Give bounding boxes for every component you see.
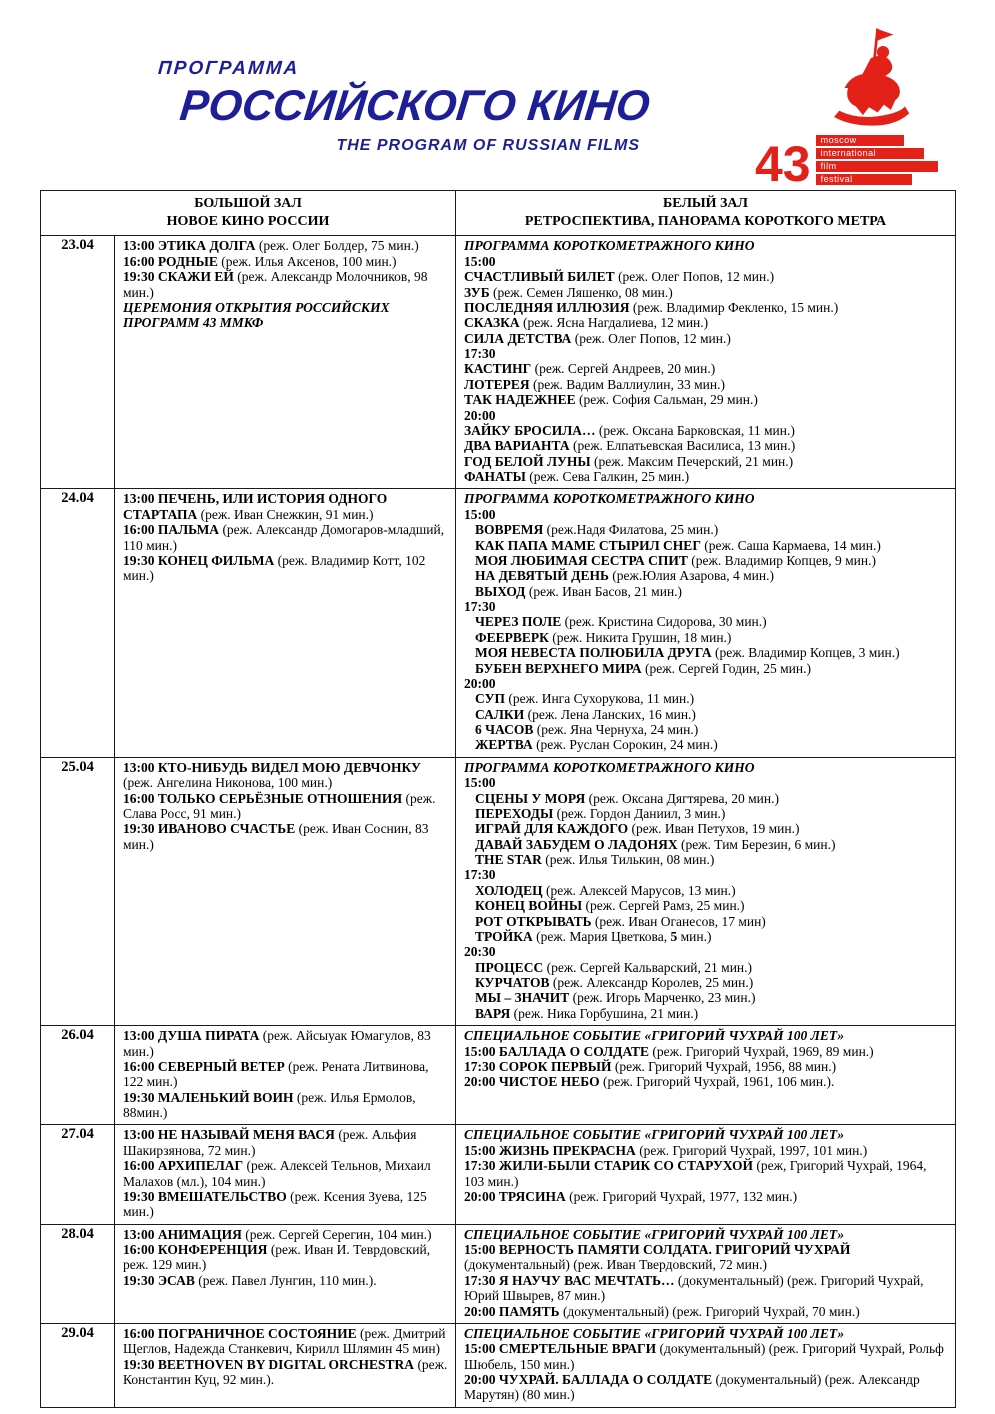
white-hall-entry	[464, 1304, 950, 1319]
white-hall-cell	[456, 1224, 956, 1323]
white-hall-entry	[464, 1372, 950, 1403]
big-hall-entry	[123, 821, 450, 852]
white-hall-entry	[464, 491, 950, 506]
entry-details: (реж. Сергей Годин, 25 мин.)	[641, 660, 811, 676]
entry-title: 16:00 СЕВЕРНЫЙ ВЕТЕР	[123, 1058, 285, 1074]
white-hall-entry	[464, 645, 950, 660]
entry-title: 17:30	[464, 599, 496, 614]
entry-details: (реж. Игорь Марченко, 23 мин.)	[569, 990, 756, 1006]
right-hall-header	[456, 191, 956, 236]
entry-section-title: СПЕЦИАЛЬНОЕ СОБЫТИЕ «ГРИГОРИЙ ЧУХРАЙ 100 ЛЕТ»	[464, 1028, 845, 1044]
white-hall-entry	[464, 408, 950, 423]
big-hall-entry	[123, 1242, 450, 1273]
white-hall-entry	[464, 454, 950, 469]
white-hall-entry	[464, 661, 950, 676]
white-hall-entry	[464, 254, 950, 269]
white-hall-entry	[464, 1028, 950, 1043]
entry-details: (реж. Владимир Фекленко, 15 мин.)	[629, 299, 839, 315]
entry-details: (реж. Гордон Даниил, 3 мин.)	[553, 805, 726, 821]
entry-title: ПОСЛЕДНЯЯ ИЛЛЮЗИЯ	[464, 299, 630, 315]
festival-wordmark-bar	[816, 135, 904, 146]
white-hall-entry	[464, 806, 950, 821]
big-hall-cell	[115, 757, 456, 1025]
entry-title: 15:00 СМЕРТЕЛЬНЫЕ ВРАГИ	[464, 1341, 657, 1357]
white-hall-entry	[464, 852, 950, 867]
entry-title: РОТ ОТКРЫВАТЬ	[475, 913, 592, 929]
entry-details: (реж. Иван И. Теврдовский, реж. 129 мин.)	[123, 1242, 431, 1273]
white-hall-entry	[464, 599, 950, 614]
white-hall-entry	[464, 676, 950, 691]
entry-details: (реж. Сергей Кальварский, 21 мин.)	[543, 959, 753, 975]
entry-title: 20:30	[464, 944, 496, 960]
white-hall-entry	[464, 990, 950, 1005]
white-hall-entry	[464, 238, 950, 253]
entry-title: МОЯ ЛЮБИМАЯ СЕСТРА СПИТ	[475, 552, 688, 568]
entry-section-title: ПРОГРАММА КОРОТКОМЕТРАЖНОГО КИНО	[464, 759, 755, 775]
entry-details: (реж. Григорий Чухрай, 1956, 88 мин.)	[611, 1058, 837, 1074]
entry-title: 6 ЧАСОВ	[475, 722, 534, 737]
entry-details: (реж. Ясна Нагдалиева, 12 мин.)	[519, 315, 709, 331]
entry-title: КАСТИНГ	[464, 361, 532, 377]
big-hall-entry	[123, 1090, 450, 1121]
entry-details: (реж. Сергей Серегин, 104 мин.)	[241, 1226, 432, 1242]
entry-details: (реж. Никита Грушин, 18 мин.)	[548, 629, 732, 645]
entry-details: (реж. Руслан Сорокин, 24 мин.)	[532, 737, 718, 753]
entry-title: 16:00 КОНФЕРЕНЦИЯ	[123, 1242, 268, 1257]
white-hall-entry	[464, 1227, 950, 1242]
big-hall-entry	[123, 238, 450, 253]
white-hall-entry	[464, 269, 950, 284]
festival-wordmark-text: moscow	[820, 135, 857, 145]
entry-details: (реж. Александр Домогаров-младший, 110 мин.)	[123, 522, 445, 553]
entry-title: СИЛА ДЕТСТВА	[464, 330, 572, 346]
entry-title: 17:30	[464, 867, 496, 883]
right-hall-program: РЕТРОСПЕКТИВА, ПАНОРАМА КОРОТКОГО МЕТРА	[524, 214, 887, 230]
entry-details: (реж. Слава Росс, 91 мин.)	[123, 790, 436, 821]
white-hall-entry	[464, 614, 950, 629]
entry-details: (реж. Вадим Валлиулин, 33 мин.)	[529, 376, 725, 392]
entry-title: 19:30 СКАЖИ ЕЙ	[123, 269, 234, 285]
entry-details: (реж. Ангелина Никонова, 100 мин.)	[123, 775, 333, 791]
entry-details: (реж. Альфия Шакирзянова, 72 мин.)	[123, 1127, 417, 1158]
entry-title: СКАЗКА	[464, 315, 520, 331]
white-hall-entry	[464, 1158, 950, 1189]
white-hall-cell	[456, 757, 956, 1025]
entry-title: ТРОЙКА	[475, 928, 533, 944]
entry-title: МЫ – ЗНАЧИТ	[475, 990, 570, 1006]
big-hall-entry	[123, 300, 450, 331]
st-george-emblem-icon	[815, 25, 930, 130]
entry-title: СЦЕНЫ У МОРЯ	[475, 790, 586, 806]
date-cell: 26.04	[41, 1026, 115, 1125]
entry-title: 20:00	[464, 407, 496, 423]
white-hall-entry	[464, 737, 950, 752]
date-cell: 29.04	[41, 1323, 115, 1407]
entry-details: (реж. Инга Сухорукова, 11 мин.)	[505, 691, 695, 707]
white-hall-entry	[464, 300, 950, 315]
entry-section-title: СПЕЦИАЛЬНОЕ СОБЫТИЕ «ГРИГОРИЙ ЧУХРАЙ 100 ЛЕТ»	[464, 1127, 845, 1143]
white-hall-entry	[464, 1273, 950, 1304]
entry-title: 19:30 МАЛЕНЬКИЙ ВОИН	[123, 1089, 294, 1105]
big-hall-entry	[123, 1227, 450, 1242]
entry-section-title: ЦЕРЕМОНИЯ ОТКРЫТИЯ РОССИЙСКИХ ПРОГРАММ 43 ММКФ	[123, 299, 390, 331]
right-hall-name: БЕЛЫЙ ЗАЛ	[663, 196, 748, 211]
white-hall-cell	[456, 236, 956, 489]
entry-details: (реж.Надя Филатова, 25 мин.)	[543, 522, 719, 538]
big-hall-entry	[123, 553, 450, 584]
entry-details: (реж. Ксения Зуева, 125 мин.)	[123, 1188, 427, 1220]
festival-number: 43	[755, 136, 811, 192]
entry-details: (реж. Олег Попов, 12 мин.)	[571, 330, 731, 346]
big-hall-cell	[115, 489, 456, 757]
white-hall-entry	[464, 584, 950, 599]
entry-details: (реж. София Сальман, 29 мин.)	[575, 392, 758, 408]
white-hall-entry	[464, 361, 950, 376]
big-hall-entry	[123, 1127, 450, 1158]
white-hall-entry	[464, 331, 950, 346]
white-hall-cell	[456, 1323, 956, 1407]
program-table	[40, 190, 956, 1408]
schedule-row-28.04	[41, 1224, 956, 1323]
entry-details: (реж. Григорий Чухрай, 1977, 132 мин.)	[565, 1188, 798, 1204]
entry-title: ВАРЯ	[475, 1005, 511, 1021]
white-hall-entry	[464, 821, 950, 836]
big-hall-entry	[123, 1326, 450, 1357]
entry-details: мин.)	[677, 928, 712, 944]
entry-details: (реж. Павел Лунгин, 110 мин.).	[194, 1272, 377, 1288]
entry-title: 20:00 ЧУХРАЙ. БАЛЛАДА О СОЛДАТЕ	[464, 1372, 713, 1387]
entry-title: 16:00 ТОЛЬКО СЕРЬЁЗНЫЕ ОТНОШЕНИЯ	[123, 790, 403, 806]
entry-details: (реж. Александр Молочников, 98 мин.)	[123, 269, 428, 300]
entry-details: (реж. Яна Чернуха, 24 мин.)	[533, 722, 699, 737]
big-hall-entry	[123, 791, 450, 822]
entry-title: 5	[670, 928, 678, 944]
festival-wordmark-text: festival	[820, 174, 853, 184]
entry-details: (реж. Дмитрий Щеглов, Надежда Станкевич, Кирилл Шлямин 45 мин)	[123, 1325, 446, 1357]
white-hall-entry	[464, 883, 950, 898]
white-hall-entry	[464, 960, 950, 975]
entry-title: 20:00	[464, 675, 496, 691]
entry-details: (реж. Ника Горбушина, 21 мин.)	[510, 1005, 699, 1021]
white-hall-entry	[464, 315, 950, 330]
schedule-row-26.04	[41, 1026, 956, 1125]
entry-title: ПЕРЕХОДЫ	[475, 805, 554, 821]
entry-title: 20:00 ЧИСТОЕ НЕБО	[464, 1074, 600, 1090]
white-hall-entry	[464, 898, 950, 913]
entry-details: (реж. Иван Петухов, 19 мин.)	[628, 821, 800, 837]
big-hall-cell	[115, 236, 456, 489]
white-hall-entry	[464, 914, 950, 929]
entry-details: (реж. Елпатьевская Василиса, 13 мин.)	[569, 438, 796, 454]
entry-details: (реж. Сергей Андреев, 20 мин.)	[531, 361, 716, 377]
entry-details: (реж. Олег Попов, 12 мин.)	[614, 269, 775, 285]
big-hall-entry	[123, 1028, 450, 1059]
white-hall-entry	[464, 1242, 950, 1273]
entry-details: (реж. Оксана Дягтярева, 20 мин.)	[585, 790, 779, 806]
entry-section-title: ПРОГРАММА КОРОТКОМЕТРАЖНОГО КИНО	[464, 491, 755, 507]
entry-details: (реж. Саша Кармаева, 14 мин.)	[700, 537, 881, 553]
entry-section-title: ПРОГРАММА КОРОТКОМЕТРАЖНОГО КИНО	[464, 238, 755, 254]
entry-title: ВЫХОД	[475, 583, 526, 599]
entry-details: (документальный) (реж. Григорий Чухрай, 70 мин.)	[559, 1303, 860, 1319]
entry-title: 15:00 БАЛЛАДА О СОЛДАТЕ	[464, 1043, 650, 1059]
white-hall-entry	[464, 944, 950, 959]
entry-details: (реж. Григорий Чухрай, 1969, 89 мин.)	[649, 1043, 874, 1059]
miff-lockup	[755, 135, 938, 192]
white-hall-entry	[464, 285, 950, 300]
entry-details: (реж. Александр Королев, 25 мин.)	[549, 975, 754, 990]
entry-title: 17:30 Я НАУЧУ ВАС МЕЧТАТЬ…	[464, 1272, 675, 1288]
date-cell: 28.04	[41, 1224, 115, 1323]
white-hall-entry	[464, 929, 950, 944]
white-hall-entry	[464, 553, 950, 568]
entry-title: 13:00 КТО-НИБУДЬ ВИДЕЛ МОЮ ДЕВЧОНКУ	[123, 759, 421, 775]
entry-title: КАК ПАПА МАМЕ СТЫРИЛ СНЕГ	[475, 537, 701, 553]
page-subtitle: THE PROGRAM OF RUSSIAN FILMS	[336, 137, 640, 154]
page-title: РОССИЙСКОГО КИНО	[177, 82, 653, 130]
entry-title: 16:00 ПАЛЬМА	[123, 522, 220, 538]
entry-details: (документальный) (реж. Григорий Чухрай, Рольф Шюбель, 150 мин.)	[464, 1341, 944, 1372]
white-hall-cell	[456, 489, 956, 757]
date-cell: 27.04	[41, 1125, 115, 1224]
festival-wordmark-text: film	[820, 161, 837, 171]
entry-details: (реж. Григорий Чухрай, 1997, 101 мин.)	[635, 1142, 868, 1158]
entry-title: ФАНАТЫ	[464, 469, 526, 484]
big-hall-entry	[123, 522, 450, 553]
big-hall-entry	[123, 1158, 450, 1189]
entry-title: 13:00 ПЕЧЕНЬ, ИЛИ ИСТОРИЯ ОДНОГО СТАРТАПА	[123, 491, 388, 522]
miff-logo	[755, 25, 940, 192]
entry-details: (реж. Иван Соснин, 83 мин.)	[123, 821, 429, 852]
entry-details: (документальный) (реж. Иван Твердовский, 72 мин.)	[464, 1257, 767, 1273]
white-hall-entry	[464, 568, 950, 583]
entry-details: (реж. Владимир Копцев, 3 мин.)	[711, 645, 900, 661]
festival-wordmark	[816, 135, 938, 185]
big-hall-entry	[123, 1189, 450, 1220]
entry-details: (документальный) (реж. Александр Марутян) (80 мин.)	[464, 1372, 920, 1403]
entry-details: (реж. Илья Тилькин, 08 мин.)	[541, 852, 715, 867]
entry-title: ЗУБ	[464, 284, 490, 300]
page-header	[0, 0, 995, 190]
entry-title: 19:30 ЭСАВ	[123, 1272, 195, 1288]
entry-title: ЧЕРЕЗ ПОЛЕ	[475, 614, 562, 630]
entry-title: ДВА ВАРИАНТА	[464, 438, 570, 454]
white-hall-entry	[464, 507, 950, 522]
date-cell: 25.04	[41, 757, 115, 1025]
entry-title: 16:00 ПОГРАНИЧНОЕ СОСТОЯНИЕ	[123, 1325, 357, 1341]
entry-details: (реж. Иван Оганесов, 17 мин)	[591, 913, 766, 929]
entry-title: ФЕЕРВЕРК	[475, 629, 549, 645]
festival-wordmark-bar	[816, 174, 912, 185]
festival-wordmark-text: international	[820, 148, 877, 158]
entry-details: (реж. Тим Березин, 6 мин.)	[677, 836, 836, 852]
schedule-row-29.04	[41, 1323, 956, 1407]
white-hall-entry	[464, 791, 950, 806]
entry-title: СУП	[475, 691, 505, 707]
entry-title: ХОЛОДЕЦ	[475, 882, 543, 898]
entry-title: 19:30 ИВАНОВО СЧАСТЬЕ	[123, 821, 296, 837]
entry-title: 19:30 КОНЕЦ ФИЛЬМА	[123, 552, 275, 568]
entry-title: ЗАЙКУ БРОСИЛА…	[464, 422, 596, 438]
festival-wordmark-bar	[816, 148, 924, 159]
entry-details: (реж.Юлия Азарова, 4 мин.)	[608, 568, 774, 584]
entry-details: (реж. Максим Печерский, 21 мин.)	[590, 453, 794, 469]
white-hall-entry	[464, 691, 950, 706]
white-hall-entry	[464, 1059, 950, 1074]
entry-details: (реж. Семен Ляшенко, 08 мин.)	[489, 284, 673, 300]
entry-details: (реж. Илья Аксенов, 100 мин.)	[217, 253, 397, 269]
white-hall-entry	[464, 722, 950, 737]
big-hall-cell	[115, 1026, 456, 1125]
entry-details: (реж. Григорий Чухрай, 1961, 106 мин.).	[599, 1074, 835, 1090]
white-hall-entry	[464, 1326, 950, 1341]
entry-title: ПРОЦЕСС	[475, 959, 544, 975]
white-hall-entry	[464, 760, 950, 775]
entry-title: САЛКИ	[475, 706, 525, 722]
date-cell: 24.04	[41, 489, 115, 757]
entry-details: (реж. Айсыуак Юмагулов, 83 мин.)	[123, 1028, 431, 1059]
entry-title: 15:00	[464, 775, 496, 791]
entry-title: КОНЕЦ ВОЙНЫ	[475, 898, 583, 914]
entry-section-title: СПЕЦИАЛЬНОЕ СОБЫТИЕ «ГРИГОРИЙ ЧУХРАЙ 100 ЛЕТ»	[464, 1325, 845, 1341]
entry-title: 19:30 BEETHOVEN BY DIGITAL ORCHESTRA	[123, 1356, 415, 1372]
entry-title: СЧАСТЛИВЫЙ БИЛЕТ	[464, 269, 615, 285]
white-hall-entry	[464, 1044, 950, 1059]
schedule-row-25.04	[41, 757, 956, 1025]
entry-details: (реж. Константин Куц, 92 мин.).	[123, 1356, 448, 1387]
white-hall-entry	[464, 975, 950, 990]
entry-title: ТАК НАДЕЖНЕЕ	[464, 392, 576, 408]
big-hall-cell	[115, 1323, 456, 1407]
entry-title: ЖЕРТВА	[475, 737, 533, 753]
white-hall-entry	[464, 392, 950, 407]
white-hall-entry	[464, 707, 950, 722]
entry-title: БУБЕН ВЕРХНЕГО МИРА	[475, 660, 642, 676]
entry-details: (реж. Сева Галкин, 25 мин.)	[525, 469, 690, 484]
left-hall-program: НОВОЕ КИНО РОССИИ	[166, 214, 330, 230]
entry-title: 17:30 ЖИЛИ-БЫЛИ СТАРИК СО СТАРУХОЙ	[464, 1158, 753, 1174]
entry-title: ГОД БЕЛОЙ ЛУНЫ	[464, 453, 591, 469]
white-hall-entry	[464, 867, 950, 882]
entry-title: НА ДЕВЯТЫЙ ДЕНЬ	[475, 568, 609, 584]
entry-title: КУРЧАТОВ	[475, 975, 550, 990]
white-hall-entry	[464, 630, 950, 645]
white-hall-entry	[464, 522, 950, 537]
entry-title: 13:00 ЭТИКА ДОЛГА	[123, 238, 256, 254]
entry-title: THE STAR	[475, 852, 542, 867]
entry-details: (реж. Кристина Сидорова, 30 мин.)	[561, 614, 767, 630]
entry-details: (реж. Сергей Рамз, 25 мин.)	[582, 898, 745, 914]
entry-title: МОЯ НЕВЕСТА ПОЛЮБИЛА ДРУГА	[475, 645, 712, 661]
schedule-row-27.04	[41, 1125, 956, 1224]
white-hall-cell	[456, 1026, 956, 1125]
white-hall-entry	[464, 438, 950, 453]
entry-details: (реж. Владимир Котт, 102 мин.)	[123, 552, 426, 584]
entry-details: (реж. Иван Снежкин, 91 мин.)	[197, 506, 374, 522]
big-hall-entry	[123, 254, 450, 269]
schedule-row-23.04	[41, 236, 956, 489]
entry-title: 20:00 ТРЯСИНА	[464, 1188, 566, 1204]
entry-title: ВОВРЕМЯ	[475, 522, 544, 538]
entry-details: (реж. Иван Басов, 21 мин.)	[525, 583, 683, 599]
big-hall-entry	[123, 1273, 450, 1288]
entry-title: 17:30 СОРОК ПЕРВЫЙ	[464, 1058, 612, 1074]
big-hall-entry	[123, 1357, 450, 1388]
entry-title: 15:00 ВЕРНОСТЬ ПАМЯТИ СОЛДАТА. ГРИГОРИЙ ЧУХРАЙ	[464, 1242, 851, 1257]
entry-title: 20:00 ПАМЯТЬ	[464, 1303, 560, 1319]
schedule-row-24.04	[41, 489, 956, 757]
big-hall-cell	[115, 1125, 456, 1224]
entry-title: 13:00 АНИМАЦИЯ	[123, 1226, 242, 1242]
entry-title: 13:00 НЕ НАЗЫВАЙ МЕНЯ ВАСЯ	[123, 1127, 335, 1143]
entry-title: 17:30	[464, 346, 496, 361]
hall-header-row	[41, 191, 956, 236]
entry-details: (реж. Илья Ермолов, 88мин.)	[123, 1089, 416, 1120]
left-hall-header	[41, 191, 456, 236]
entry-details: (реж. Мария Цветкова,	[532, 928, 671, 944]
entry-details: (реж. Владимир Копцев, 9 мин.)	[687, 552, 876, 568]
white-hall-entry	[464, 1074, 950, 1089]
white-hall-entry	[464, 538, 950, 553]
entry-title: 19:30 ВМЕШАТЕЛЬСТВО	[123, 1188, 287, 1204]
entry-title: 16:00 РОДНЫЕ	[123, 253, 218, 269]
big-hall-cell	[115, 1224, 456, 1323]
entry-details: (реж. Олег Болдер, 75 мин.)	[255, 238, 419, 254]
entry-details: (реж. Рената Литвинова, 122 мин.)	[123, 1058, 429, 1090]
entry-details: (реж, Григорий Чухрай, 1964, 103 мин.)	[464, 1158, 927, 1189]
entry-title: ЛОТЕРЕЯ	[464, 376, 530, 392]
entry-title: 15:00	[464, 253, 496, 269]
entry-details: (реж. Оксана Барковская, 11 мин.)	[595, 422, 795, 438]
left-hall-name: БОЛЬШОЙ ЗАЛ	[194, 196, 302, 211]
white-hall-entry	[464, 469, 950, 484]
entry-details: (документальный) (реж. Григорий Чухрай, Юрий Швырев, 87 мин.)	[464, 1272, 924, 1304]
white-hall-entry	[464, 1341, 950, 1372]
date-cell: 23.04	[41, 236, 115, 489]
white-hall-entry	[464, 1127, 950, 1142]
white-hall-entry	[464, 1006, 950, 1021]
big-hall-entry	[123, 1059, 450, 1090]
entry-title: 15:00 ЖИЗНЬ ПРЕКРАСНА	[464, 1142, 636, 1158]
big-hall-entry	[123, 760, 450, 791]
white-hall-entry	[464, 377, 950, 392]
entry-title: 15:00	[464, 506, 496, 522]
white-hall-entry	[464, 346, 950, 361]
brand-block	[150, 58, 653, 155]
festival-wordmark-bar	[816, 161, 938, 172]
white-hall-entry	[464, 423, 950, 438]
white-hall-entry	[464, 837, 950, 852]
white-hall-entry	[464, 775, 950, 790]
entry-title: 13:00 ДУША ПИРАТА	[123, 1028, 260, 1044]
brand-program-label: ПРОГРАММА	[157, 58, 301, 79]
entry-title: ИГРАЙ ДЛЯ КАЖДОГО	[475, 821, 629, 837]
entry-details: (реж. Алексей Марусов, 13 мин.)	[542, 882, 736, 898]
white-hall-entry	[464, 1189, 950, 1204]
big-hall-entry	[123, 269, 450, 300]
entry-section-title: СПЕЦИАЛЬНОЕ СОБЫТИЕ «ГРИГОРИЙ ЧУХРАЙ 100 ЛЕТ»	[464, 1226, 845, 1242]
entry-title: ДАВАЙ ЗАБУДЕМ О ЛАДОНЯХ	[475, 836, 678, 852]
entry-details: (реж. Лена Ланских, 16 мин.)	[524, 706, 696, 722]
white-hall-cell	[456, 1125, 956, 1224]
entry-details: (реж. Алексей Тельнов, Михаил Малахов (мл.), 104 мин.)	[123, 1158, 431, 1189]
white-hall-entry	[464, 1143, 950, 1158]
entry-title: 16:00 АРХИПЕЛАГ	[123, 1158, 244, 1174]
big-hall-entry	[123, 491, 450, 522]
